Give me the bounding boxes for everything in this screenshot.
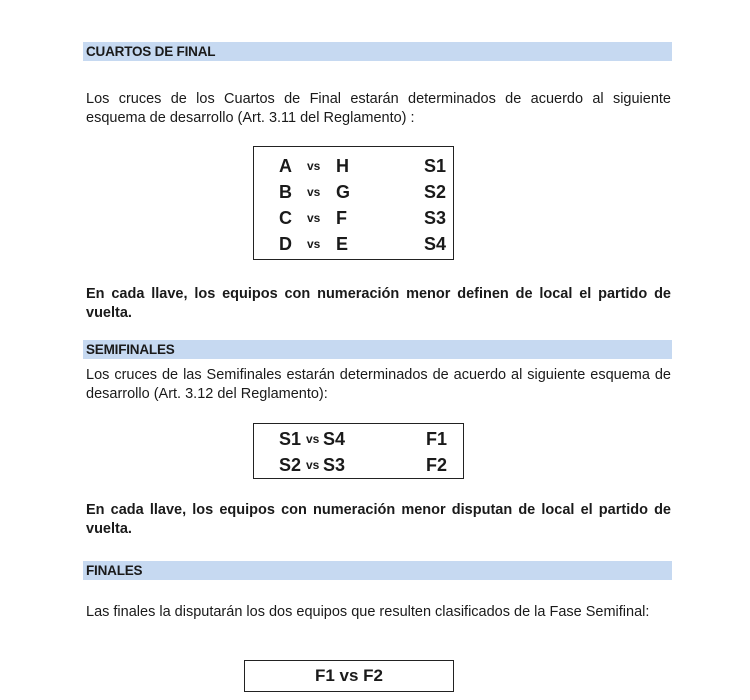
quarters-note: En cada llave, los equipos con numeración menor definen de local el partido de vuelta. bbox=[86, 286, 671, 321]
result: S1 bbox=[424, 156, 447, 176]
finals-match: F1 vs F2 bbox=[314, 666, 384, 685]
vs-label: vs bbox=[306, 458, 320, 472]
semis-bracket-table bbox=[253, 423, 464, 479]
result: F2 bbox=[426, 455, 448, 475]
team1: S1 bbox=[279, 429, 302, 449]
quarters-bracket-table bbox=[253, 146, 454, 260]
quarters-row bbox=[254, 205, 453, 231]
semis-row bbox=[254, 426, 463, 452]
team2: S3 bbox=[323, 455, 346, 475]
team2: H bbox=[336, 156, 349, 176]
team2: S4 bbox=[323, 429, 346, 449]
team2: E bbox=[336, 234, 349, 254]
vs-label: vs bbox=[307, 211, 321, 225]
quarters-row bbox=[254, 153, 453, 179]
quarters-row bbox=[254, 179, 453, 205]
result: S3 bbox=[424, 208, 447, 228]
result: F1 bbox=[426, 429, 448, 449]
team1: B bbox=[279, 182, 292, 202]
quarters-intro: Los cruces de los Cuartos de Final estarán determinados de acuerdo al siguiente esquema de desarrollo (Art. 3.11 del Reglamento) : bbox=[86, 91, 671, 126]
team2: G bbox=[336, 182, 351, 202]
semis-row bbox=[254, 452, 463, 478]
finals-header: FINALES bbox=[83, 561, 672, 580]
finals-match-box bbox=[244, 660, 454, 692]
semis-header: SEMIFINALES bbox=[83, 340, 672, 359]
quarters-row bbox=[254, 231, 453, 257]
semis-note: En cada llave, los equipos con numeración menor disputan de local el partido de vuelta. bbox=[86, 502, 671, 537]
vs-label: vs bbox=[307, 159, 321, 173]
vs-label: vs bbox=[307, 185, 321, 199]
result: S4 bbox=[424, 234, 447, 254]
team1: S2 bbox=[279, 455, 302, 475]
team1: D bbox=[279, 234, 292, 254]
finals-intro: Las finales la disputarán los dos equipos que resulten clasificados de la Fase Semifinal: bbox=[86, 604, 650, 620]
result: S2 bbox=[424, 182, 447, 202]
team2: F bbox=[336, 208, 347, 228]
vs-label: vs bbox=[307, 237, 321, 251]
team1: C bbox=[279, 208, 292, 228]
vs-label: vs bbox=[306, 432, 320, 446]
team1: A bbox=[279, 156, 292, 176]
semis-intro: Los cruces de las Semifinales estarán determinados de acuerdo al siguiente esquema de desarrollo (Art. 3.12 del Reglamento): bbox=[86, 367, 671, 402]
quarters-header: CUARTOS DE FINAL bbox=[83, 42, 672, 61]
